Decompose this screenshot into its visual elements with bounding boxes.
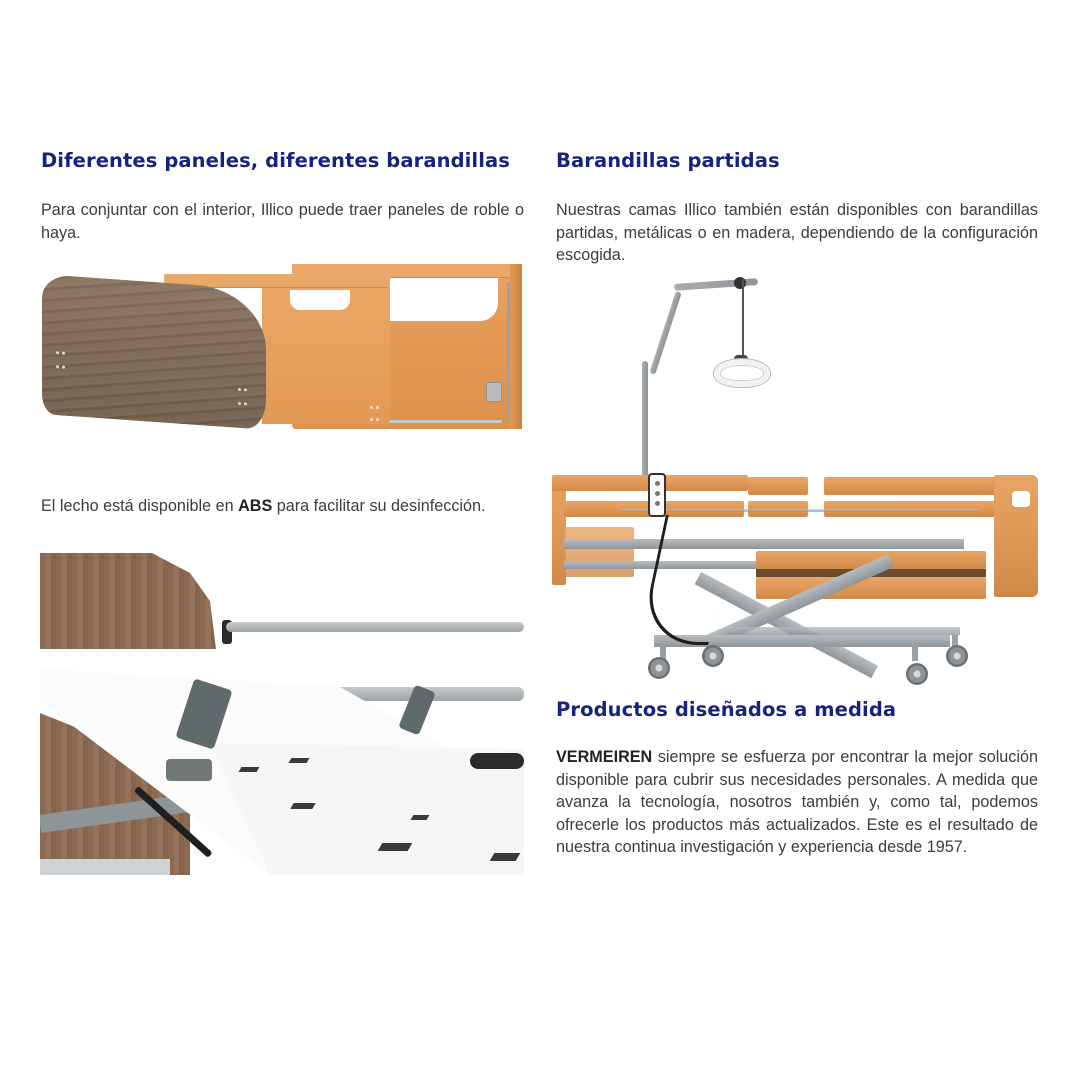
side-rail [226,622,524,632]
oak-headboard-panel [42,274,266,430]
trapeze-handle [714,359,770,387]
abs-bed-deck-image [40,553,524,875]
text-abs-bold: ABS [238,497,273,515]
text-custom-products [556,746,1038,859]
hospital-bed-split-rails-image [548,265,1044,695]
remote-control-icon [648,473,666,517]
wooden-panels-image [38,262,530,434]
text-abs-after: para facilitar su desinfección. [272,497,486,515]
wheel-icon [648,657,670,679]
heading-custom-products: Productos diseñados a medida [556,698,897,721]
text-custom-body: siempre se esfuerza por encontrar la mejor solución disponible para cubrir sus necesidades personales. A medida que avanza la tecnología, nosotros también y, como tal, podemos ofrecerle los productos más actualizados. Este es el resultado de nuestra continua investigación y experiencia desde 1957. [556,748,1038,856]
panel-bracket-icon [486,382,502,402]
text-abs-before: El lecho está disponible en [41,497,239,515]
heading-split-rails: Barandillas partidas [556,149,780,172]
wheel-icon [946,645,968,667]
wheel-icon [702,645,724,667]
text-abs [41,495,524,518]
text-split-rails: Nuestras camas Illico también están disponibles con barandillas partidas, metálicas o en madera, dependiendo de la configuración escogida. [556,201,1038,264]
lifting-pole [642,361,648,481]
text-panels: Para conjuntar con el interior, Illico puede traer paneles de roble o haya. [41,201,524,242]
heading-panels: Diferentes paneles, diferentes barandillas [41,149,510,172]
brand-name: VERMEIREN [556,748,653,766]
wheel-icon [906,663,928,685]
